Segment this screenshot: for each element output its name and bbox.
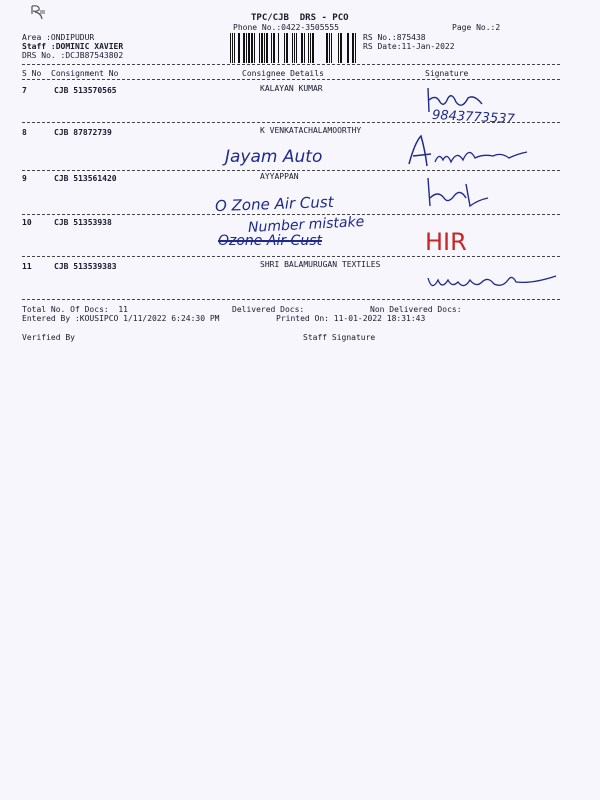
barcode-bar xyxy=(352,33,354,63)
barcode-bar xyxy=(259,33,260,63)
barcode-bar xyxy=(264,33,265,63)
barcode-bar xyxy=(331,33,332,63)
row11-signature xyxy=(422,266,562,296)
report-title: TPC/CJB DRS - PCO xyxy=(251,13,349,23)
barcode-bar xyxy=(347,33,349,63)
barcode-bar xyxy=(234,33,235,63)
page-number: Page No.:2 xyxy=(452,23,501,32)
barcode-bar xyxy=(338,33,339,63)
rs-date: RS Date:11-Jan-2022 xyxy=(363,42,455,51)
staff-field: Staff :DOMINIC XAVIER xyxy=(22,42,124,51)
staff-signature-label: Staff Signature xyxy=(303,333,376,342)
row-consignee: SHRI BALAMURUGAN TEXTILES xyxy=(260,260,381,269)
verified-by: Verified By xyxy=(22,333,75,342)
col-header-consignee: Consignee Details xyxy=(242,69,324,78)
rs-number: RS No.:875438 xyxy=(363,33,426,42)
rule-footer xyxy=(22,299,560,300)
barcode-bar xyxy=(312,33,314,63)
barcode-bar xyxy=(355,33,356,63)
corner-scan-mark xyxy=(28,3,50,23)
row10-mark-handwritten: HIR xyxy=(425,228,467,256)
barcode-bar xyxy=(278,33,279,63)
rule-row7 xyxy=(22,122,560,123)
non-delivered-docs: Non Delivered Docs: xyxy=(370,305,462,314)
barcode-bar xyxy=(294,33,295,63)
barcode-bar xyxy=(246,33,247,63)
barcode-bar xyxy=(310,33,311,63)
barcode-bar xyxy=(326,33,328,63)
barcode-bar xyxy=(273,33,275,63)
barcode-bar xyxy=(232,33,233,63)
barcode-bar xyxy=(266,33,268,63)
rule-top xyxy=(22,64,560,65)
row-consignment: CJB 513570565 xyxy=(54,86,117,95)
row-consignee: K VENKATACHALAMOORTHY xyxy=(260,126,362,135)
barcode-bar xyxy=(248,33,250,63)
col-header-signature: Signature xyxy=(425,69,469,78)
row8-note-handwritten: Jayam Auto xyxy=(225,147,323,167)
col-header-consignment: Consignment No xyxy=(51,69,119,78)
row-sno: 9 xyxy=(22,174,27,183)
barcode-bar xyxy=(284,33,285,63)
rule-row10 xyxy=(22,256,560,257)
barcode-bar xyxy=(230,33,231,63)
row-consignee: KALAYAN KUMAR xyxy=(260,84,323,93)
row9-signature xyxy=(418,176,528,212)
barcode-bar xyxy=(340,33,342,63)
row-consignment: CJB 51353938 xyxy=(54,218,112,227)
barcode xyxy=(230,33,358,63)
barcode-bar xyxy=(301,33,303,63)
area-field: Area :ONDIPUDUR xyxy=(22,33,95,42)
barcode-bar xyxy=(254,33,255,63)
row-sno: 8 xyxy=(22,128,27,137)
row-sno: 11 xyxy=(22,262,32,271)
barcode-bar xyxy=(329,33,330,63)
row7-phone-handwritten: 9843773537 xyxy=(431,107,516,128)
row-consignment: CJB 513539383 xyxy=(54,262,117,271)
entered-by: Entered By :KOUSIPCO 1/11/2022 6:24:30 PM xyxy=(22,314,220,323)
row-sno: 10 xyxy=(22,218,32,227)
barcode-bar xyxy=(286,33,288,63)
rule-row9 xyxy=(22,214,560,215)
row10-note-handwritten: Number mistake xyxy=(247,213,365,237)
row8-signature xyxy=(405,132,555,172)
phone-number: Phone No.:0422-3505555 xyxy=(233,23,339,32)
printed-on: Printed On: 11-01-2022 18:31:43 xyxy=(276,314,426,323)
rule-header xyxy=(22,79,560,80)
barcode-bar xyxy=(261,33,263,63)
total-docs: Total No. Of Docs: 11 xyxy=(22,305,128,314)
row-sno: 7 xyxy=(22,86,27,95)
barcode-bar xyxy=(292,33,293,63)
row-consignment: CJB 87872739 xyxy=(54,128,112,137)
barcode-bar xyxy=(296,33,297,63)
barcode-bar xyxy=(243,33,245,63)
drs-number: DRS No. :DCJB87543802 xyxy=(22,51,124,60)
barcode-bar xyxy=(304,33,305,63)
barcode-bar xyxy=(251,33,253,63)
barcode-bar xyxy=(271,33,272,63)
barcode-bar xyxy=(308,33,309,63)
row9-note-handwritten: O Zone Air Cust xyxy=(214,192,334,216)
row-consignee: AYYAPPAN xyxy=(260,172,299,181)
rule-row8 xyxy=(22,170,560,171)
col-header-sno: S No xyxy=(22,69,42,78)
row10-struck-text: Ozone Air Cust xyxy=(218,233,322,249)
delivered-docs: Delivered Docs: xyxy=(232,305,305,314)
row-consignment: CJB 513561420 xyxy=(54,174,117,183)
barcode-bar xyxy=(238,33,240,63)
